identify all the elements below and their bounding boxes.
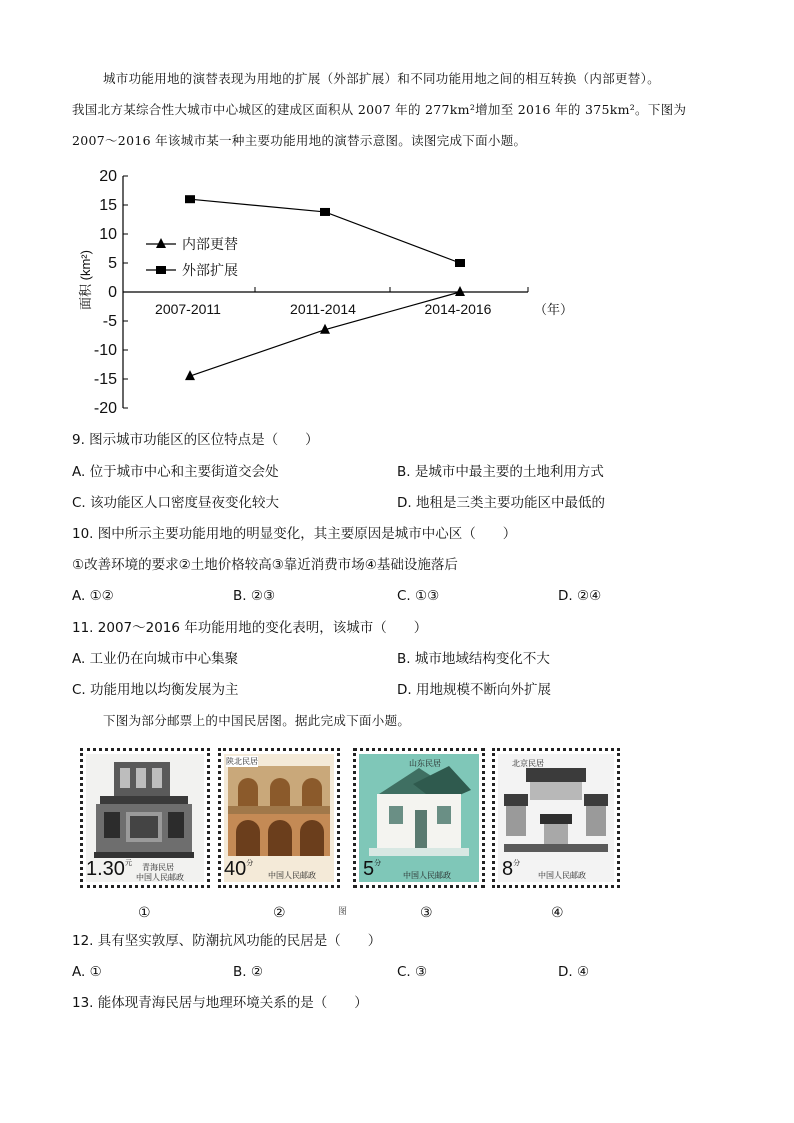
stamp-4-value: $8^分$ [502,858,521,880]
q10-option-c[interactable]: C. ①③ [397,588,440,604]
legend-triangle [156,238,166,248]
q12-option-d[interactable]: D. ④ [558,964,590,980]
stamp-4-issuer: 中国人民邮政 [538,871,586,880]
q9-option-a[interactable]: A. 位于城市中心和主要街道交会处 [72,464,279,480]
q10-stem: 10. 图中所示主要功能用地的明显变化，其主要原因是城市中心区（ ） [72,526,517,542]
q11-option-b[interactable]: B. 城市地域结构变化不大 [397,651,550,667]
x-tick-label: 2007-2011 [155,301,221,317]
data-point-square [185,195,195,203]
x-tick-label: 2014-2016 [424,301,492,317]
intro-line-1: 城市功能用地的演替表现为用地的扩展（外部扩展）和不同功能用地之间的相互转换（内部更替）。 [103,71,660,86]
q12-option-c[interactable]: C. ③ [397,964,428,980]
y-tick-label: -5 [102,313,117,330]
q10-option-a[interactable]: A. ①② [72,588,114,604]
data-point-square [455,259,465,267]
q10-statements: ①改善环境的要求②土地价格较高③靠近消费市场④基础设施落后 [72,557,458,573]
stamp-4 [492,748,620,888]
stamp-4-number: ④ [551,905,564,921]
y-tick-label: -10 [93,342,117,359]
legend-label: 外部扩展 [182,262,238,278]
stamp-2-region: 陕北民居 [226,757,258,766]
stamp-2-number: ② [273,905,286,921]
q12-stem: 12. 具有坚实敦厚、防潮抗风功能的民居是（ ） [72,933,382,949]
stamp-3-number: ③ [420,905,433,921]
q9-option-c[interactable]: C. 该功能区人口密度昼夜变化较大 [72,495,280,511]
q11-stem: 11. 2007～2016 年功能用地的变化表明，该城市（ ） [72,620,428,636]
figure-caption: 图 [338,907,348,917]
q9-option-b[interactable]: B. 是城市中最主要的土地利用方式 [397,464,604,480]
stamps-intro: 下图为部分邮票上的中国民居图。据此完成下面小题。 [103,713,411,728]
y-tick-label: -20 [93,400,117,417]
stamp-4-region: 北京民居 [512,759,544,768]
y-tick-label: 5 [108,255,117,272]
legend-label: 内部更替 [182,236,238,252]
stamp-1 [80,748,210,888]
q12-option-a[interactable]: A. ① [72,964,102,980]
stamp-3-value: $5^分$ [363,858,382,880]
stamp-2-value: $40^分$ [224,858,254,880]
y-tick-label: 10 [99,226,117,243]
data-point-square [320,208,330,216]
stamp-2-issuer: 中国人民邮政 [268,871,316,880]
y-tick-label: -15 [93,371,117,388]
x-tick-label: 2011-2014 [290,301,356,317]
q12-option-b[interactable]: B. ② [233,964,263,980]
y-axis-label: 面积 (km²) [78,250,93,310]
q11-option-a[interactable]: A. 工业仍在向城市中心集聚 [72,651,239,667]
stamp-3-region: 山东民居 [409,759,441,768]
stamp-3 [353,748,485,888]
q11-option-c[interactable]: C. 功能用地以均衡发展为主 [72,682,239,698]
stamp-3-issuer: 中国人民邮政 [403,871,451,880]
y-tick-label: 0 [108,284,117,301]
land-use-chart [60,160,580,420]
y-tick-label: 20 [99,168,117,185]
intro-line-3: 2007～2016 年该城市某一种主要功能用地的演替示意图。读图完成下面小题。 [72,133,527,148]
q10-option-b[interactable]: B. ②③ [233,588,276,604]
stamp-1-issuer: 中国人民邮政 [136,873,184,882]
stamp-2 [218,748,340,888]
q9-option-d[interactable]: D. 地租是三类主要功能区中最低的 [397,495,605,511]
intro-line-2: 我国北方某综合性大城市中心城区的建成区面积从 2007 年的 277km²增加至 2016 年的 375km²。下图为 [72,102,687,117]
q13-stem: 13. 能体现青海民居与地理环境关系的是（ ） [72,995,368,1011]
data-point-triangle [455,286,465,296]
x-axis-unit: （年） [534,302,574,317]
q9-stem: 9. 图示城市功能区的区位特点是（ ） [72,432,319,448]
stamp-1-number: ① [138,905,151,921]
q10-option-d[interactable]: D. ②④ [558,588,602,604]
stamp-1-region: 青海民居 [142,863,174,872]
stamp-1-value: $1.30^元$ [86,858,132,880]
q11-option-d[interactable]: D. 用地规模不断向外扩展 [397,682,551,698]
legend-square [156,266,166,274]
y-tick-label: 15 [99,197,117,214]
